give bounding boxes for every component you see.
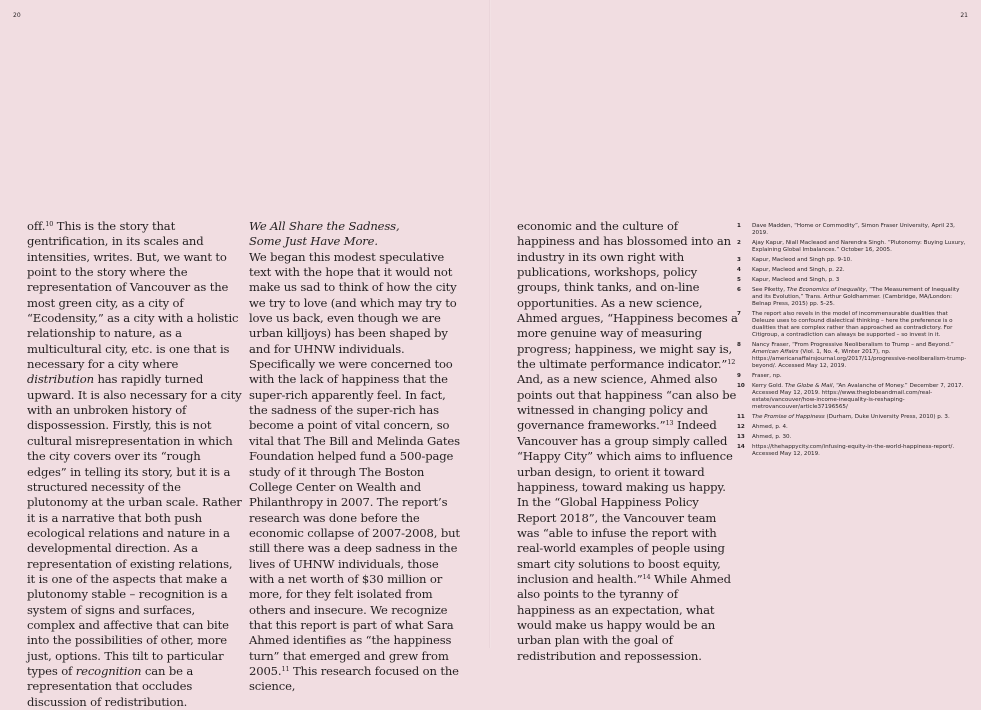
body-column-3 (517, 219, 739, 664)
text-run: Nancy Fraser, “From Progressive Neoliberalism to Trump – and Beyond.” (752, 342, 954, 348)
footnote-marker: 12 (727, 358, 736, 367)
text-run: has rapidly turned upward. It is also necessary for a city with an unbroken history of dispossession. Firstly, this is not cultural misrepresentation in which the city covers over its “rough edges” in telling its story, but it is a structured necessity of the plutonomy at the urban scale. Rather it is a narrative that both push ecological relations and nature in a developmental direction. As a representation of existing relations, it is one of the aspects that make a plutonomy stable – recognition is a system of signs and surfaces, complex and affective that can bite into the possibilities of other, more just, options. This tilt to particular types of (27, 372, 242, 678)
text-run: , “The Measurement of Inequality and its Evolution,” Trans. Arthur Goldhammer. (Cambridge, MA/London: Belnap Press, 2015) pp. 5-25. (752, 287, 960, 307)
text-run: Fraser, np. (752, 373, 782, 379)
italic-text: The Promise of Happiness (752, 414, 825, 420)
text-run: Ahmed, p. 4. (752, 424, 788, 430)
footnote (737, 414, 969, 421)
text-run: Indeed Vancouver has a group simply called “Happy City” which aims to influence urban design, to orient it toward happiness, toward making us happy. In the “Global Happiness Policy Report 2018”, the Vancouver team was “able to infuse the report with real-world examples of people using smart city solutions to boost equity, inclusion and health.” (517, 418, 733, 586)
footnote-text (752, 434, 969, 441)
footnote-text (752, 424, 969, 431)
page-number-right: 21 (960, 12, 968, 19)
text-run: We began this modest speculative text with the hope that it would not make us sad to think of how the city we try to love (and which may try to love us back, even though we are urban killjoys) has been shaped by and for UHNW individuals. Specifically we were concerned too with the lack of happiness that the super-rich apparently feel. In fact, the sadness of the super-rich has become a point of vital concern, so vital that The Bill and Melinda Gates Foundation helped fund a 500-page study of it through The Boston College Center on Wealth and Philanthropy in 2007. The report’s research was done before the economic collapse of 2007-2008, but still there was a deep sadness in the lives of UHNW individuals, those with a net worth of $30 million or more, for they felt isolated from others and insecure. We recognize that this report is part of what Sara Ahmed identifies as “the happiness turn” that emerged and grew from 2005. (249, 249, 460, 678)
footnote (737, 267, 969, 274)
footnote-number: 3 (737, 257, 741, 263)
body-column-2 (249, 219, 465, 695)
footnote (737, 223, 969, 237)
footnote (737, 277, 969, 284)
footnote-number: 8 (737, 342, 741, 348)
text-run: Kapur, Macleod and Singh, p. 22. (752, 267, 845, 273)
footnote-number: 13 (737, 434, 745, 440)
text-run: Kapur, Macleod and Singh, p. 3 (752, 277, 840, 283)
footnote (737, 424, 969, 431)
body-paragraph (517, 219, 739, 664)
footnote-text (752, 223, 969, 237)
section-heading-line-1: We All Share the Sadness, (249, 219, 400, 233)
footnote (737, 257, 969, 264)
footnote-number: 7 (737, 311, 741, 317)
footnote-text (752, 240, 969, 254)
body-column-1 (27, 219, 243, 710)
text-run: While Ahmed also points to the tyranny of happiness as an expectation, what would make us happy would be an urban plan with the goal of redistribution and repossession. (517, 571, 731, 663)
footnote-text (752, 342, 969, 370)
footnote (737, 373, 969, 380)
footnote-number: 4 (737, 267, 741, 273)
footnote (737, 311, 969, 339)
footnote-number: 6 (737, 287, 741, 293)
footnote (737, 444, 969, 458)
body-paragraph (27, 219, 243, 710)
footnote (737, 240, 969, 254)
footnote-number: 1 (737, 223, 741, 229)
italic-text: distribution (27, 372, 94, 387)
footnote-marker: 10 (45, 220, 54, 228)
text-run: (Durham, Duke University Press, 2010) p. 3. (824, 414, 950, 420)
left-page (0, 0, 490, 709)
footnote-number: 10 (737, 383, 745, 389)
footnote-text (752, 287, 969, 308)
text-run: This research focused on the science, (249, 663, 459, 694)
footnote-marker: 11 (281, 664, 290, 673)
italic-text: The Globe & Mail (784, 383, 833, 389)
footnote-text (752, 311, 969, 339)
footnote-number: 14 (737, 444, 745, 450)
text-run: This is the story that gentrification, in its scales and intensities, writes. But, we want to point to the story where the representation of Vancouver as the most green city, as a city of “Ecodensity,” as a city with a holistic relationship to nature, as a multicultural city, etc. is one that is necessary for a city where (27, 219, 239, 372)
footnote-marker: 13 (665, 419, 674, 428)
text-run: economic and the culture of happiness and has blossomed into an industry in its own right with publications, workshops, policy groups, think tanks, and on-line opportunities. As a new science, Ahmed argues, “Happiness becomes a more genuine way of measuring progress; happiness, we might say is, the ultimate performance indicator.” (517, 219, 738, 372)
page-number-left: 20 (13, 12, 21, 19)
right-page (491, 0, 981, 663)
footnote (737, 287, 969, 308)
text-run: off. (27, 219, 46, 233)
text-run: Ahmed, p. 30. (752, 434, 792, 440)
italic-text: The Economics of Inequality (786, 287, 866, 293)
text-run: Dave Madden, “Home or Commodity”, Simon Fraser University, April 23, 2019. (752, 223, 955, 236)
footnote-text (752, 267, 969, 274)
section-heading-line-2: Some Just Have More. (249, 234, 378, 249)
text-run: See Piketty, (752, 287, 787, 293)
footnote-number: 12 (737, 424, 745, 430)
text-run: (Viol. 1, No. 4, Winter 2017), np. https://americanaffairsjournal.org/2017/11/progressive-neoliberalism-trump-beyond/. Accessed May 12, 2019. (752, 349, 967, 369)
footnote-text (752, 414, 969, 421)
footnotes-list (737, 223, 969, 461)
footnote (737, 434, 969, 441)
footnote-marker: 14 (642, 572, 651, 581)
text-run: can be a representation that occludes discussion of redistribution. (27, 663, 194, 709)
body-paragraph (249, 250, 465, 695)
footnote (737, 383, 969, 411)
footnote-number: 9 (737, 373, 741, 379)
footnote (737, 342, 969, 370)
footnote-text (752, 277, 969, 284)
footnote-number: 2 (737, 240, 741, 246)
text-run: https://thehappycity.com/infusing-equity-in-the-world-happiness-report/. Accessed May 12, 2019. (752, 444, 955, 457)
footnote-number: 11 (737, 414, 745, 420)
footnote-text (752, 383, 969, 411)
section-heading (249, 219, 465, 250)
text-run: , “An Avalanche of Money.” December 7, 2017. Accessed May 12, 2019. https://www.theglobeandmail.com/real-estate/vancouver/how-income-inequality-is-reshaping-metrovancouver/article37196565/ (752, 383, 964, 410)
text-run: And, as a new science, Ahmed also points out that happiness “can also be witnessed in changing policy and governance frameworks.” (517, 372, 737, 433)
footnote-text (752, 257, 969, 264)
italic-text: recognition (75, 663, 142, 678)
text-run: Kapur, Macleod and Singh pp. 9-10. (752, 257, 852, 263)
text-run: The report also revels in the model of incommensurable dualities that Deleuze uses to confound dialectical thinking – here the preference is o dualities that are complex rather than approached as contradictory. For Citigroup, a contradiction can always be supported – so invest in it. (752, 311, 953, 338)
footnote-text (752, 373, 969, 380)
italic-text: American Affairs (752, 349, 799, 355)
text-run: Ajay Kapur, Niall Macleaod and Narendra Singh. “Plutonomy: Buying Luxury, Explaining Global Imbalances.” October 16, 2005. (752, 240, 966, 253)
text-run: Kerry Gold. (752, 383, 785, 389)
footnote-number: 5 (737, 277, 741, 283)
footnote-text (752, 444, 969, 458)
